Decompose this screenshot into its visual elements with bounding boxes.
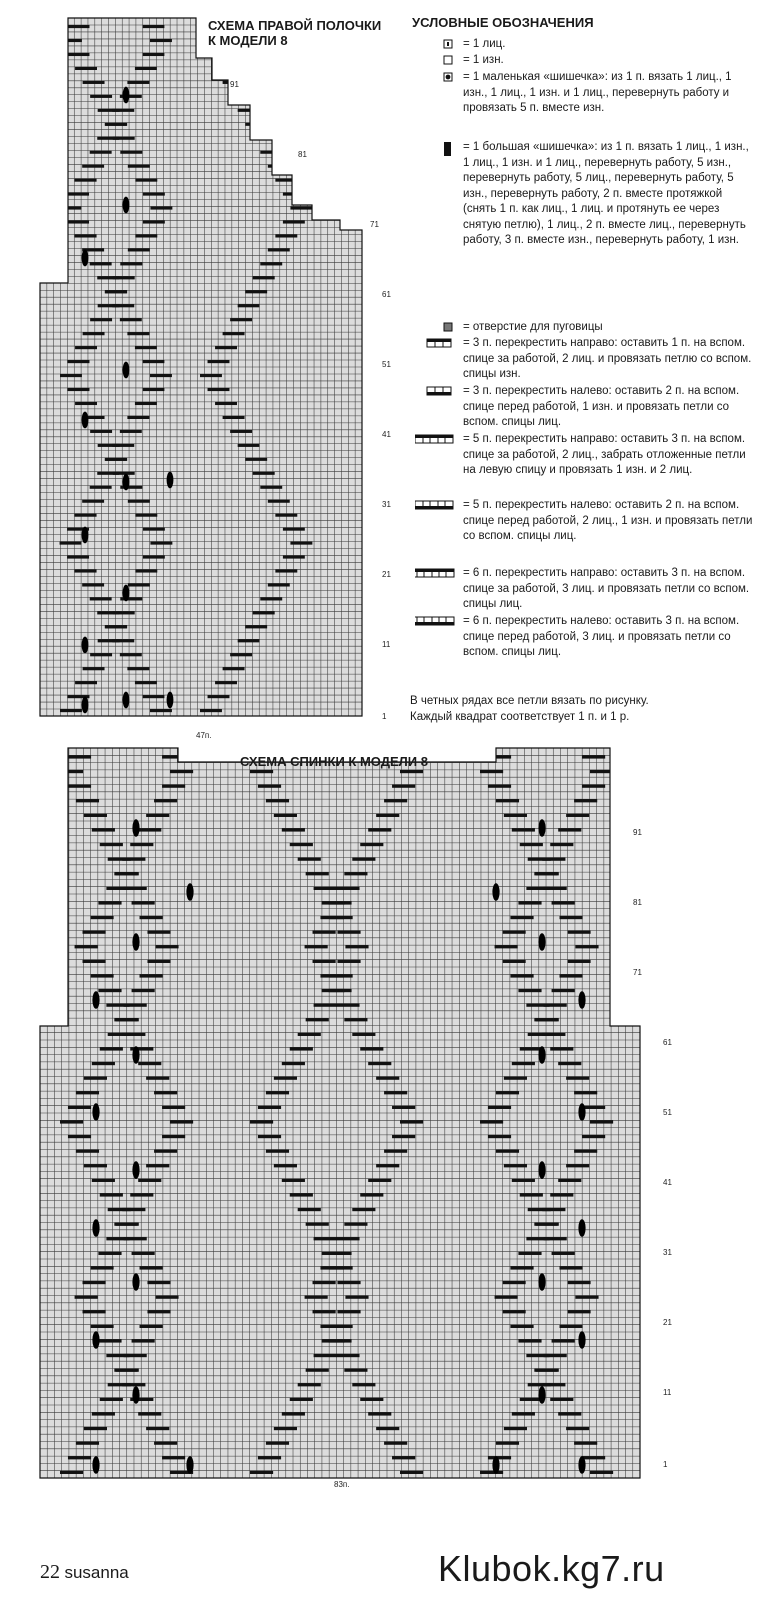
front-chart-grid	[40, 18, 362, 716]
large-bobble-mark	[92, 1331, 99, 1349]
back-row-label: 61	[663, 1038, 672, 1047]
site-watermark: Klubok.kg7.ru	[438, 1548, 665, 1589]
large-bobble-mark	[132, 1273, 139, 1291]
back-chart-width-label: 83п.	[334, 1480, 350, 1489]
front-row-label: 61	[382, 290, 391, 299]
large-bobble-mark	[492, 1456, 499, 1474]
large-bobble-mark	[538, 933, 545, 951]
front-row-label: 41	[382, 430, 391, 439]
front-row-label: 31	[382, 500, 391, 509]
large-bobble-mark	[538, 1161, 545, 1179]
front-row-label: 91	[230, 80, 239, 89]
knit-icon	[415, 39, 455, 49]
large-bobble-mark	[92, 1103, 99, 1121]
page-number: 22	[40, 1561, 60, 1583]
cross-6-left-icon	[415, 616, 461, 626]
large-bobble-mark	[82, 697, 89, 714]
large-bobble-mark	[132, 819, 139, 837]
large-bobble-mark	[538, 1046, 545, 1064]
large-bobble-mark	[92, 1219, 99, 1237]
large-bobble-mark	[82, 250, 89, 267]
large-bobble-mark	[186, 1456, 193, 1474]
purl-icon	[415, 55, 455, 65]
legend-note-line: Каждый квадрат соответствует 1 п. и 1 р.	[410, 710, 630, 723]
large-bobble-mark	[578, 1219, 585, 1237]
legend-title: УСЛОВНЫЕ ОБОЗНАЧЕНИЯ	[412, 15, 594, 30]
front-row-label: 51	[382, 360, 391, 369]
large-bobble-mark	[167, 692, 174, 709]
large-bobble-mark	[123, 474, 130, 491]
small-bobble-icon	[415, 72, 455, 82]
large-bobble-mark	[578, 991, 585, 1009]
large-bobble-mark	[82, 637, 89, 654]
large-bobble-mark	[123, 585, 130, 602]
large-bobble-mark	[132, 1161, 139, 1179]
cross-3-right-icon	[415, 338, 459, 348]
back-row-label: 91	[633, 828, 642, 837]
front-chart-lines	[40, 18, 362, 716]
large-bobble-mark	[132, 933, 139, 951]
magazine-name: susanna	[64, 1563, 129, 1582]
cross-6-right-icon	[415, 568, 461, 578]
large-bobble-mark	[538, 819, 545, 837]
large-bobble-mark	[123, 692, 130, 709]
front-row-label: 11	[382, 640, 391, 649]
large-bobble-mark	[123, 362, 130, 379]
legend-note-line: В четных рядах все петли вязать по рисунку.	[410, 695, 649, 707]
front-row-label: 21	[382, 570, 391, 579]
large-bobble-mark	[82, 527, 89, 544]
large-bobble-mark	[92, 1456, 99, 1474]
large-bobble-mark	[538, 1386, 545, 1404]
back-row-label: 11	[663, 1388, 672, 1397]
legend-note	[410, 694, 750, 725]
buttonhole-icon	[415, 322, 455, 332]
large-bobble-mark	[186, 883, 193, 901]
front-chart-width-label: 47п.	[196, 731, 212, 740]
page-footer	[40, 1561, 129, 1584]
front-row-label: 71	[370, 220, 379, 229]
large-bobble-icon	[415, 142, 455, 158]
front-row-label: 81	[298, 150, 307, 159]
front-row-label: 1	[382, 712, 387, 721]
back-chart-title: СХЕМА СПИНКИ К МОДЕЛИ 8	[240, 754, 428, 769]
back-row-label: 41	[663, 1178, 672, 1187]
front-chart-title: СХЕМА ПРАВОЙ ПОЛОЧКИ К МОДЕЛИ 8	[208, 18, 382, 48]
back-chart-grid	[40, 748, 640, 1478]
large-bobble-mark	[132, 1046, 139, 1064]
large-bobble-mark	[82, 412, 89, 429]
back-row-label: 71	[633, 968, 642, 977]
large-bobble-mark	[132, 1386, 139, 1404]
large-bobble-mark	[92, 991, 99, 1009]
large-bobble-mark	[167, 472, 174, 489]
back-row-label: 21	[663, 1318, 672, 1327]
large-bobble-mark	[123, 197, 130, 214]
cross-3-left-icon	[415, 386, 459, 396]
cross-5-right-icon	[415, 434, 459, 444]
back-row-label: 51	[663, 1108, 672, 1117]
large-bobble-mark	[578, 1456, 585, 1474]
large-bobble-mark	[492, 883, 499, 901]
large-bobble-mark	[538, 1273, 545, 1291]
large-bobble-mark	[578, 1331, 585, 1349]
cross-5-left-icon	[415, 500, 459, 510]
back-row-label: 1	[663, 1460, 668, 1469]
large-bobble-mark	[123, 87, 130, 104]
back-row-label: 81	[633, 898, 642, 907]
large-bobble-mark	[578, 1103, 585, 1121]
back-row-label: 31	[663, 1248, 672, 1257]
